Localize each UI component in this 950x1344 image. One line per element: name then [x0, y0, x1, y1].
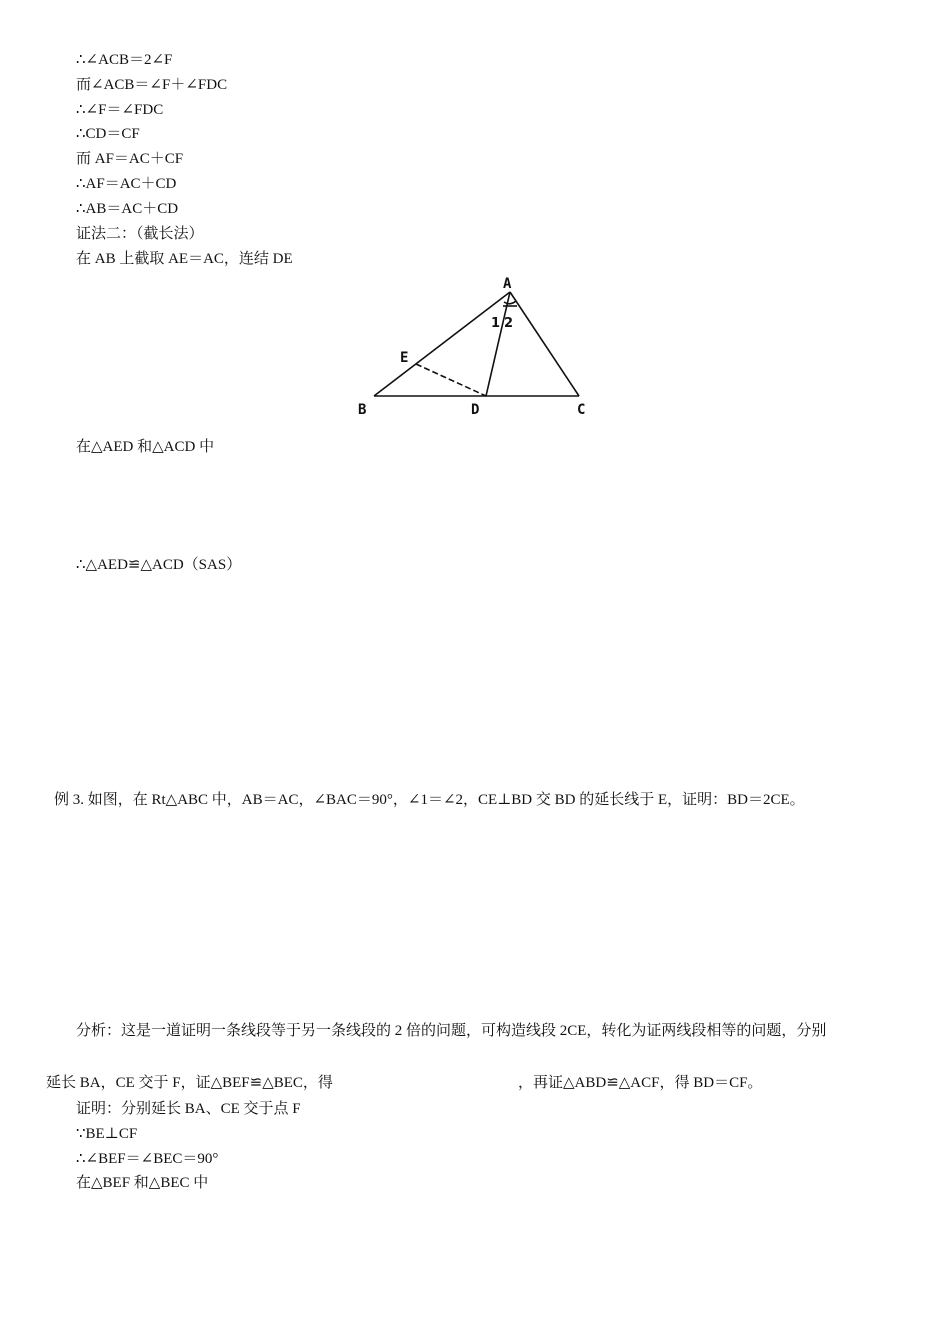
proof-line: 而∠ACB＝∠F＋∠FDC	[76, 77, 228, 93]
proof-line: 而 AF＝AC＋CF	[76, 151, 184, 167]
label-a: A	[503, 276, 512, 292]
angle-label-1: 1	[491, 316, 501, 331]
congruence-conclusion: ∴△AED≌△ACD（SAS）	[76, 557, 242, 573]
label-e: E	[400, 350, 409, 366]
proof-line: ∵BE⊥CF	[76, 1126, 138, 1142]
segment-ed-dashed	[416, 364, 486, 396]
proof-line: ∴∠ACB＝2∠F	[76, 52, 173, 68]
proof-line: ∴∠F＝∠FDC	[76, 102, 164, 118]
label-c: C	[577, 402, 586, 418]
segment-ac	[510, 292, 579, 396]
label-d: D	[471, 402, 480, 418]
proof-method-heading: 证法二：（截长法）	[76, 226, 204, 242]
analysis-line-1: 分析：这是一道证明一条线段等于另一条线段的 2 倍的问题，可构造线段 2CE，转化为证两线段相等的问题，分别	[76, 1023, 827, 1039]
angle-arc	[504, 301, 516, 304]
proof-line: 在△AED 和△ACD 中	[76, 439, 215, 455]
angle-label-2: 2	[504, 316, 514, 331]
proof-line: 在△BEF 和△BEC 中	[76, 1175, 209, 1191]
triangle-figure	[350, 272, 600, 420]
analysis-line-2-left: 延长 BA，CE 交于 F，证△BEF≌△BEC，得	[46, 1075, 333, 1091]
example-3-statement: 例 3. 如图，在 Rt△ABC 中，AB＝AC，∠BAC＝90°，∠1＝∠2，CE⊥BD 交 BD 的延长线于 E，证明：BD＝2CE。	[54, 792, 805, 808]
proof-line: 在 AB 上截取 AE＝AC，连结 DE	[76, 251, 293, 267]
label-b: B	[358, 402, 367, 418]
analysis-line-2-right: ，再证△ABD≌△ACF，得 BD＝CF。	[518, 1075, 763, 1091]
proof-line: ∴AF＝AC＋CD	[76, 176, 177, 192]
proof-line: ∴∠BEF＝∠BEC＝90°	[76, 1151, 219, 1167]
proof-line: ∴CD＝CF	[76, 126, 140, 142]
proof-line: ∴AB＝AC＋CD	[76, 201, 179, 217]
proof-line: 证明：分别延长 BA、CE 交于点 F	[76, 1101, 301, 1117]
